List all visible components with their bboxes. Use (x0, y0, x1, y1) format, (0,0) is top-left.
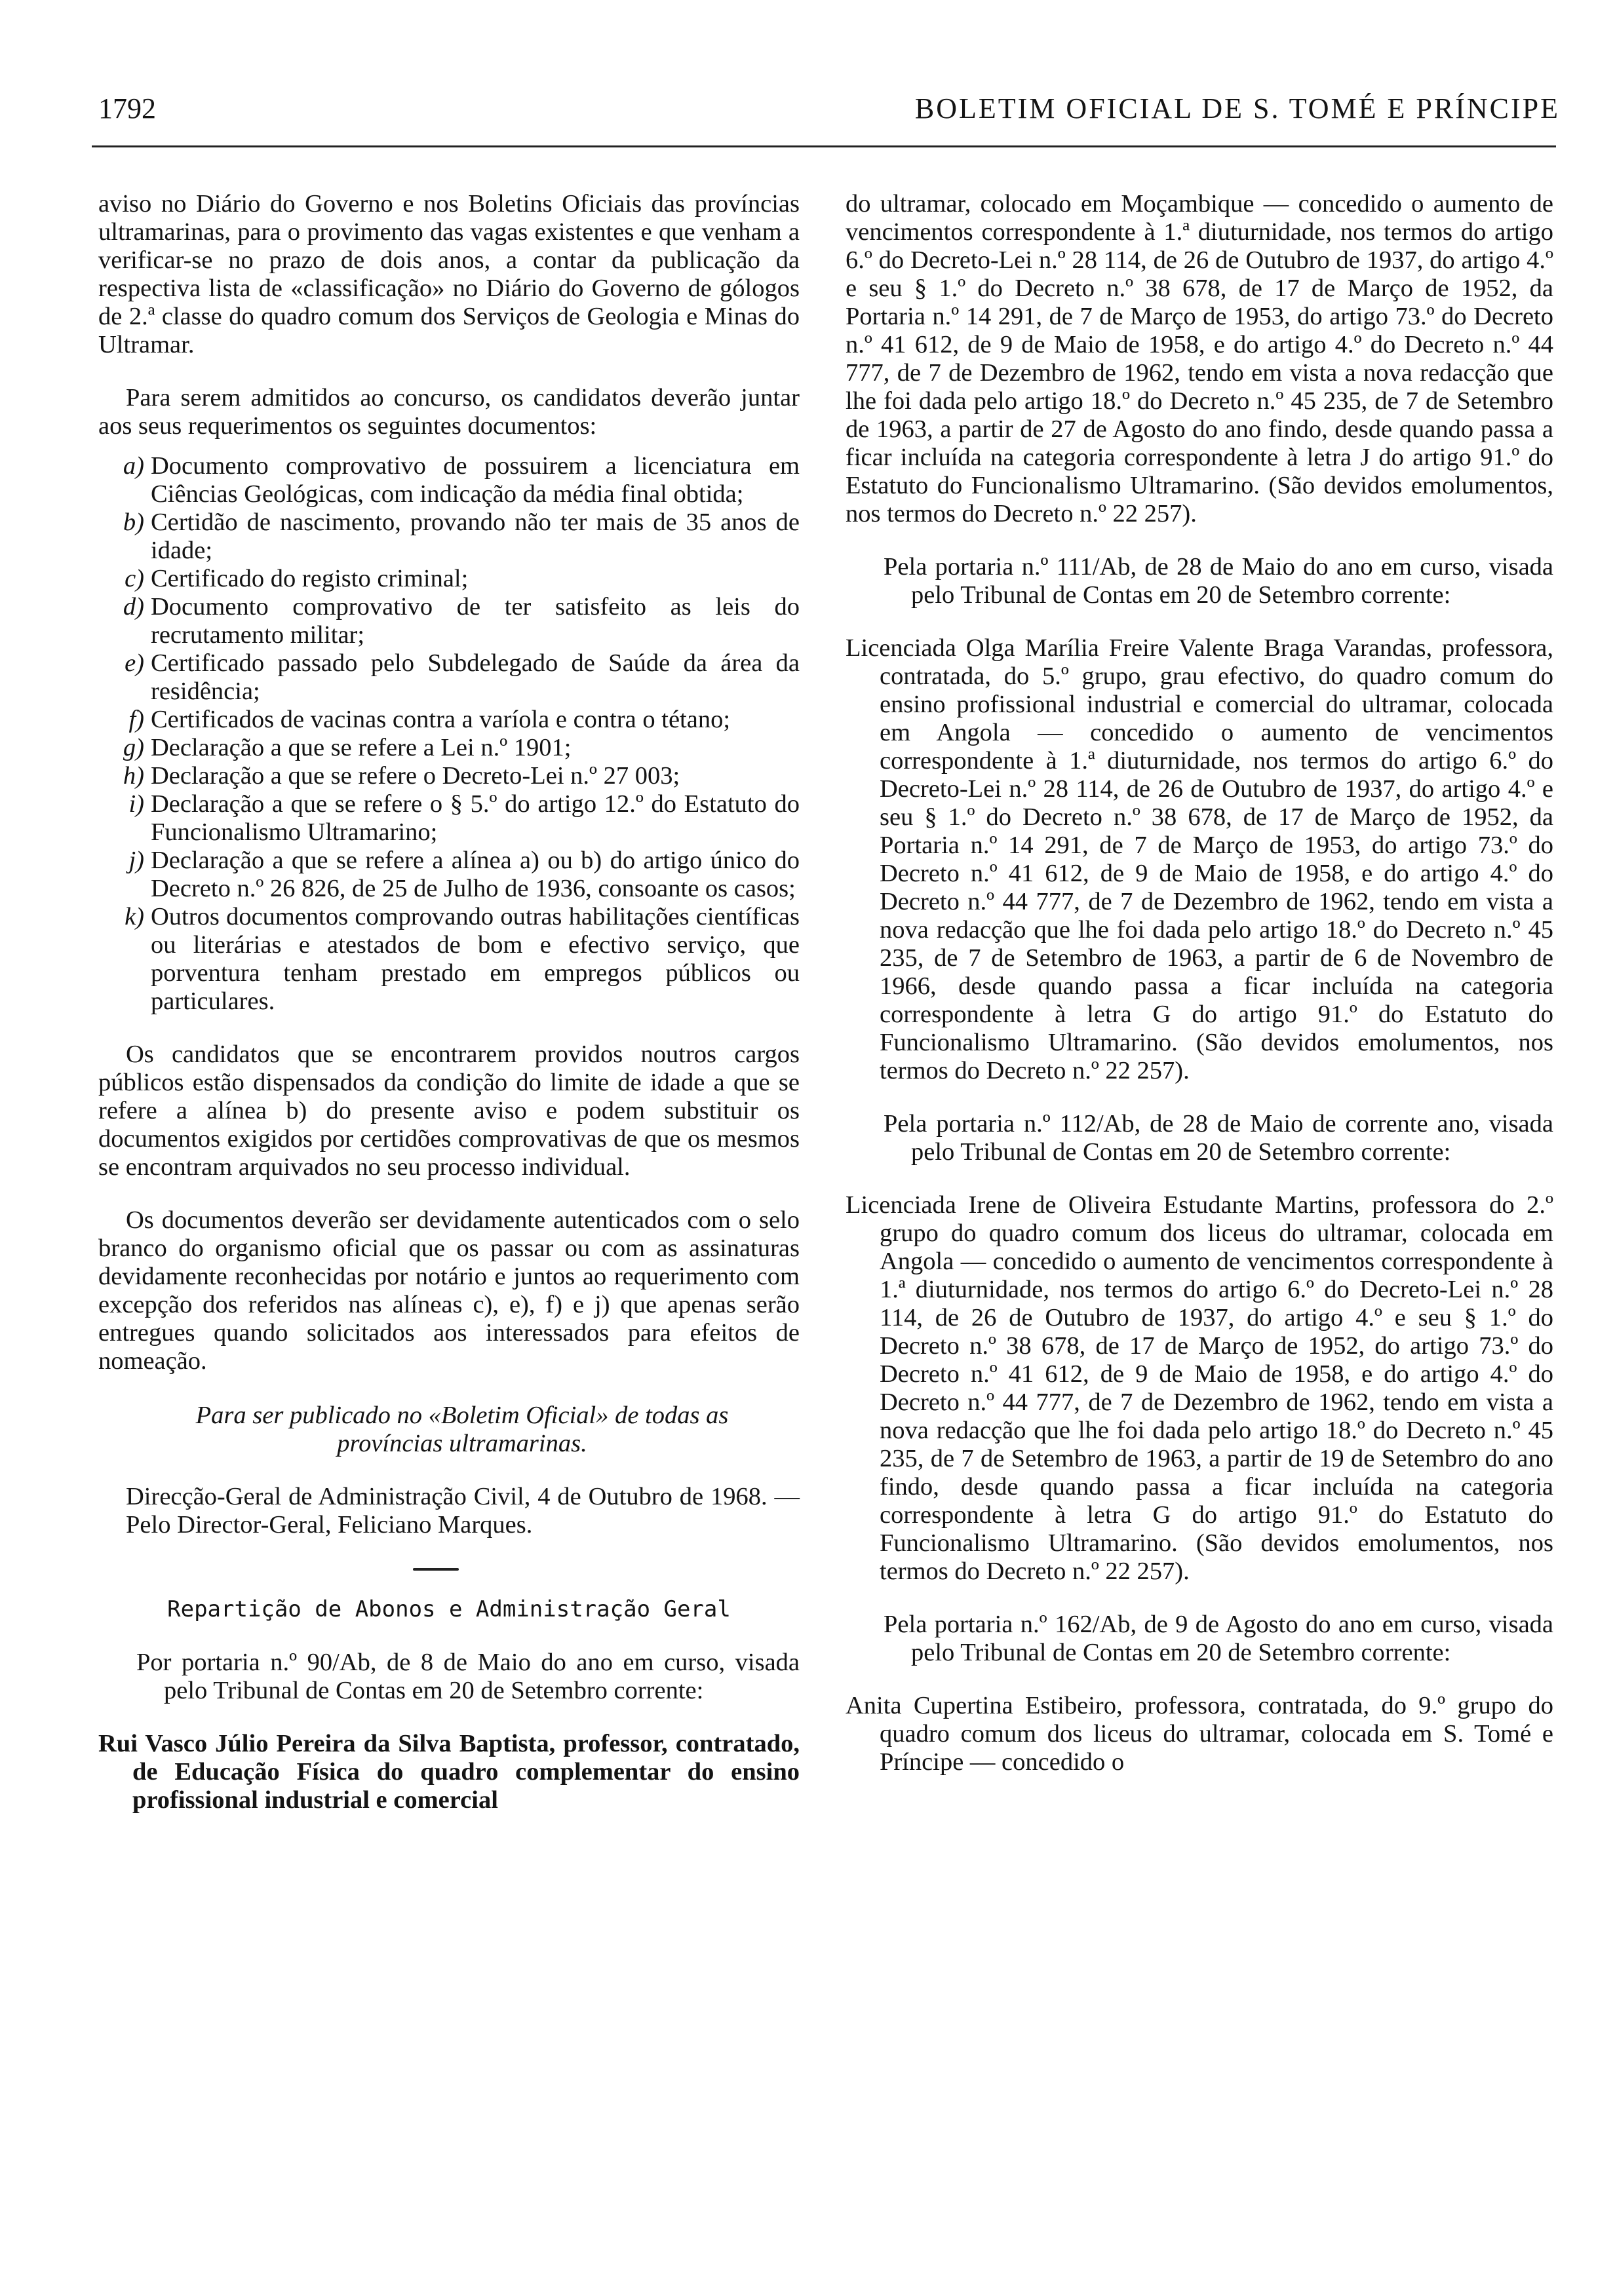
signature-line: Direcção-Geral de Administração Civil, 4 de Outubro de 1968. — Pelo Director-Geral, Feliciano Marques. (126, 1483, 800, 1539)
documents-paragraph: Os documentos deverão ser devidamente autenticados com o selo branco do organismo oficial que os passar ou com as assinaturas devidamente reconhecidas por notário e juntos ao requerimento com excepção dos referidos nas alíneas c), e), f) e j) que apenas serão entregues quando solicitados aos interessados para efeitos de nomeação. (98, 1206, 800, 1375)
requirement-text: Documento comprovativo de possuirem a licenciatura em Ciências Geológicas, com indicação da média final obtida; (151, 452, 800, 508)
requirement-item (98, 903, 800, 1016)
requirement-text: Certificado do registo criminal; (151, 565, 469, 592)
requirement-item (98, 508, 800, 565)
anita-entry: Anita Cupertina Estibeiro, professora, contratada, do 9.º grupo do quadro comum dos liceus do ultramar, colocada em S. Tomé e Príncipe — concedido o (846, 1692, 1553, 1776)
requirement-letter: c) (125, 565, 144, 592)
portaria-111: Pela portaria n.º 111/Ab, de 28 de Maio do ano em curso, visada pelo Tribunal de Contas em 20 de Setembro corrente: (884, 553, 1553, 609)
section-title: Repartição de Abonos e Administração Geral (167, 1596, 731, 1622)
requirement-text: Outros documentos comprovando outras habilitações científicas ou literárias e atestados de bom e efectivo serviço, que porventura tenham prestado em empregos públicos ou particulares. (151, 903, 800, 1015)
requirement-text: Declaração a que se refere a Lei n.º 1901; (151, 734, 572, 761)
requirement-item (98, 847, 800, 903)
requirement-item (98, 452, 800, 508)
irene-entry: Licenciada Irene de Oliveira Estudante Martins, professora do 2.º grupo do quadro comum dos liceus do ultramar, colocada em Angola — concedido o aumento de vencimentos correspondente à 1.ª diuturnidade, nos termos do artigo 6.º do Decreto-Lei n.º 28 114, de 26 de Outubro de 1937, do artigo 4.º e seu § 1.º do Decreto n.º 38 678, de 17 de Março de 1952, do artigo 73.º do Decreto n.º 41 612, de 9 de Maio de 1958, e do artigo 4.º do Decreto n.º 44 777, de 7 de Dezembro de 1962, tendo em vista a nova redacção que lhe foi dada pelo artigo 18.º do Decreto n.º 45 235, de 7 de Setembro de 1963, a partir de 19 de Setembro do ano findo, desde quando passa a ficar incluída na categoria correspondente à letra G do artigo 91.º do Estatuto do Funcionalismo Ultramarino. (São devidos emolumentos, nos termos do Decreto n.º 22 257). (846, 1191, 1553, 1585)
requirement-letter: k) (125, 903, 144, 930)
page-number: 1792 (98, 92, 156, 124)
requirements-list (98, 452, 800, 1016)
requirement-item (98, 762, 800, 790)
requirement-text: Certificados de vacinas contra a varíola e contra o tétano; (151, 706, 731, 733)
header-rule (92, 145, 1556, 147)
olga-entry: Licenciada Olga Marília Freire Valente Braga Varandas, professora, contratada, do 5.º grupo, grau efectivo, do quadro comum do ensino profissional industrial e comercial do ultramar, colocada em Angola — concedido o aumento de vencimentos correspondente à 1.ª diuturnidade, nos termos do artigo 6.º do Decreto-Lei n.º 28 114, de 26 de Outubro de 1937, do artigo 4.º e seu § 1.º do Decreto n.º 38 678, de 17 de Março de 1952, da Portaria n.º 14 291, de 7 de Março de 1953, do artigo 73.º do Decreto n.º 41 612, de 9 de Maio de 1958, e do artigo 4.º do Decreto n.º 44 777, de 7 de Dezembro de 1962, tendo em vista a nova redacção que lhe foi dada pelo artigo 18.º do Decreto n.º 45 235, de 7 de Setembro de 1963, a partir de 6 de Novembro de 1966, desde quando passa a ficar incluída na categoria correspondente à letra G do artigo 91.º do Estatuto do Funcionalismo Ultramarino. (São devidos emolumentos, nos termos do Decreto n.º 22 257). (846, 634, 1553, 1084)
notice-continuation: aviso no Diário do Governo e nos Boletins Oficiais das províncias ultramarinas, para o provimento das vagas existentes e que venham a verificar-se no prazo de dois anos, a contar da publicação da respectiva lista de «classificação» no Diário do Governo de gólogos de 2.ª classe do quadro comum dos Serviços de Geologia e Minas do Ultramar. (98, 190, 800, 358)
portaria-112: Pela portaria n.º 112/Ab, de 28 de Maio de corrente ano, visada pelo Tribunal de Contas em 20 de Setembro corrente: (884, 1110, 1553, 1166)
requirement-letter: e) (125, 649, 144, 677)
publication-note: Para ser publicado no «Boletim Oficial» de todas as províncias ultramarinas. (195, 1402, 729, 1457)
requirement-letter: g) (123, 734, 144, 761)
admission-paragraph: Para serem admitidos ao concurso, os candidatos deverão juntar aos seus requerimentos os seguintes documentos: (98, 384, 800, 440)
requirement-text: Declaração a que se refere o § 5.º do artigo 12.º do Estatuto do Funcionalismo Ultramarino; (151, 790, 800, 846)
requirement-item (98, 649, 800, 706)
portaria-90: Por portaria n.º 90/Ab, de 8 de Maio do ano em curso, visada pelo Tribunal de Contas em 20 de Setembro corrente: (136, 1649, 800, 1704)
candidates-paragraph: Os candidatos que se encontrarem providos noutros cargos públicos estão dispensados da condição do limite de idade a que se refere a alínea b) do presente aviso e podem substituir os documentos exigidos por certidões comprovativas de que os mesmos se encontram arquivados no seu processo individual. (98, 1041, 800, 1181)
requirement-letter: b) (123, 508, 144, 536)
journal-title: BOLETIM OFICIAL DE S. TOMÉ E PRÍNCIPE (914, 92, 1560, 124)
page-header (98, 92, 1560, 131)
requirement-item (98, 593, 800, 649)
left-column (98, 190, 800, 1814)
requirement-item (98, 790, 800, 847)
requirement-letter: a) (123, 452, 144, 480)
requirement-text: Documento comprovativo de ter satisfeito as leis do recrutamento militar; (151, 593, 800, 649)
requirement-text: Declaração a que se refere o Decreto-Lei n.º 27 003; (151, 762, 680, 790)
requirement-letter: f) (128, 706, 144, 733)
requirement-text: Certificado passado pelo Subdelegado de Saúde da área da residência; (151, 649, 800, 705)
requirement-letter: i) (128, 790, 144, 818)
requirement-letter: j) (128, 847, 144, 874)
right-column (846, 190, 1553, 1776)
requirement-letter: h) (123, 762, 144, 790)
section-divider (98, 1563, 800, 1576)
requirement-text: Declaração a que se refere a alínea a) ou b) do artigo único do Decreto n.º 26 826, de 25 de Julho de 1936, consoante os casos; (151, 847, 800, 902)
requirement-text: Certidão de nascimento, provando não ter mais de 35 anos de idade; (151, 508, 800, 564)
requirement-item (98, 734, 800, 762)
requirement-letter: d) (123, 593, 144, 621)
rui-entry-start: Rui Vasco Júlio Pereira da Silva Baptista, professor, contratado, de Educação Física do quadro complementar do ensino profissional industrial e comercial (98, 1730, 800, 1814)
portaria-162: Pela portaria n.º 162/Ab, de 9 de Agosto do ano em curso, visada pelo Tribunal de Contas em 20 de Setembro corrente: (884, 1611, 1553, 1666)
requirement-item (98, 565, 800, 593)
requirement-item (98, 706, 800, 734)
rui-entry-continuation: do ultramar, colocado em Moçambique — concedido o aumento de vencimentos correspondente à 1.ª diuturnidade, nos termos do artigo 6.º do Decreto-Lei n.º 28 114, de 26 de Outubro de 1937, do artigo 4.º e seu § 1.º do Decreto n.º 38 678, de 17 de Março de 1952, da Portaria n.º 14 291, de 7 de Março de 1953, do artigo 73.º do Decreto n.º 41 612, de 9 de Maio de 1958, e do artigo 4.º do Decreto n.º 44 777, de 7 de Dezembro de 1962, tendo em vista a nova redacção que lhe foi dada pelo artigo 18.º do Decreto n.º 45 235, de 7 de Setembro de 1963, a partir de 27 de Agosto do ano findo, desde quando passa a ficar incluída na categoria correspondente à letra J do artigo 91.º do Estatuto do Funcionalismo Ultramarino. (São devidos emolumentos, nos termos do Decreto n.º 22 257). (846, 190, 1553, 527)
